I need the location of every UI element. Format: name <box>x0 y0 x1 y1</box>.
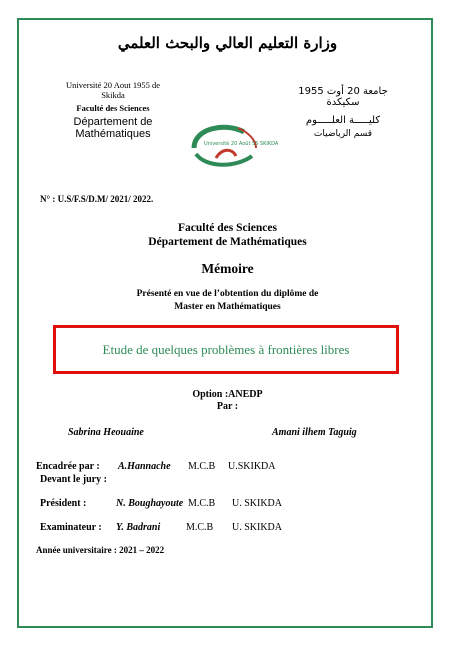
examiner-grade: M.C.B <box>186 522 214 533</box>
university-block-ar <box>288 86 398 140</box>
document-type: Mémoire <box>201 261 254 276</box>
presented-line-1: Présenté en vue de l’obtention du diplôme de <box>136 289 319 299</box>
supervisor-row <box>36 461 100 472</box>
par-line: Par : <box>216 401 239 412</box>
department-name-fr: Département de Mathématiques <box>73 116 153 140</box>
academic-year: Année universitaire : 2021 – 2022 <box>36 545 165 555</box>
university-logo <box>186 118 279 170</box>
examiner-label: Examinateur : <box>40 522 102 533</box>
president-name: N. Boughayoute <box>116 498 184 509</box>
faculty-line: Faculté des Sciences <box>177 222 277 234</box>
logo-text: Université 20 Août 55 SKIKDA <box>204 141 279 147</box>
supervisor-university: U.SKIKDA <box>228 461 276 472</box>
department-name-ar: قسم الرياضيات <box>313 129 373 139</box>
author-1: Sabrina Heouaine <box>68 427 144 438</box>
jury-label: Devant le jury : <box>40 474 107 485</box>
option-line: Option :ANEDP <box>192 389 263 400</box>
president-grade: M.C.B <box>188 498 216 509</box>
thesis-title-box <box>53 325 399 374</box>
thesis-title: Etude de quelques problèmes à frontières libres <box>102 341 350 357</box>
supervisor-label: Encadrée par : <box>36 461 100 472</box>
author-2: Amani ilhem Taguig <box>272 427 357 438</box>
examiner-university: U. SKIKDA <box>232 522 282 533</box>
ministry-title: وزارة التعليم العالي والبحث العلمي <box>117 34 338 52</box>
president-university: U. SKIKDA <box>232 498 282 509</box>
faculty-name-fr: Faculté des Sciences <box>76 103 150 113</box>
supervisor-grade: M.C.B <box>188 461 216 472</box>
department-line: Département de Mathématiques <box>148 236 307 248</box>
president-label: Président : <box>40 498 87 509</box>
presented-line-2: Master en Mathématiques <box>174 302 281 312</box>
university-name-ar: جامعة 20 أوت 1955 سكيكدة <box>298 86 388 108</box>
faculty-name-ar: كليـــــة العلـــــوم <box>305 115 381 126</box>
supervisor-name: A.Hannache <box>118 461 171 472</box>
examiner-name: Y. Badrani <box>116 522 161 533</box>
reference-number: N° : U.S/F.S/D.M/ 2021/ 2022. <box>40 194 154 204</box>
university-name-fr: Université 20 Aout 1955 de Skikda <box>66 80 160 100</box>
